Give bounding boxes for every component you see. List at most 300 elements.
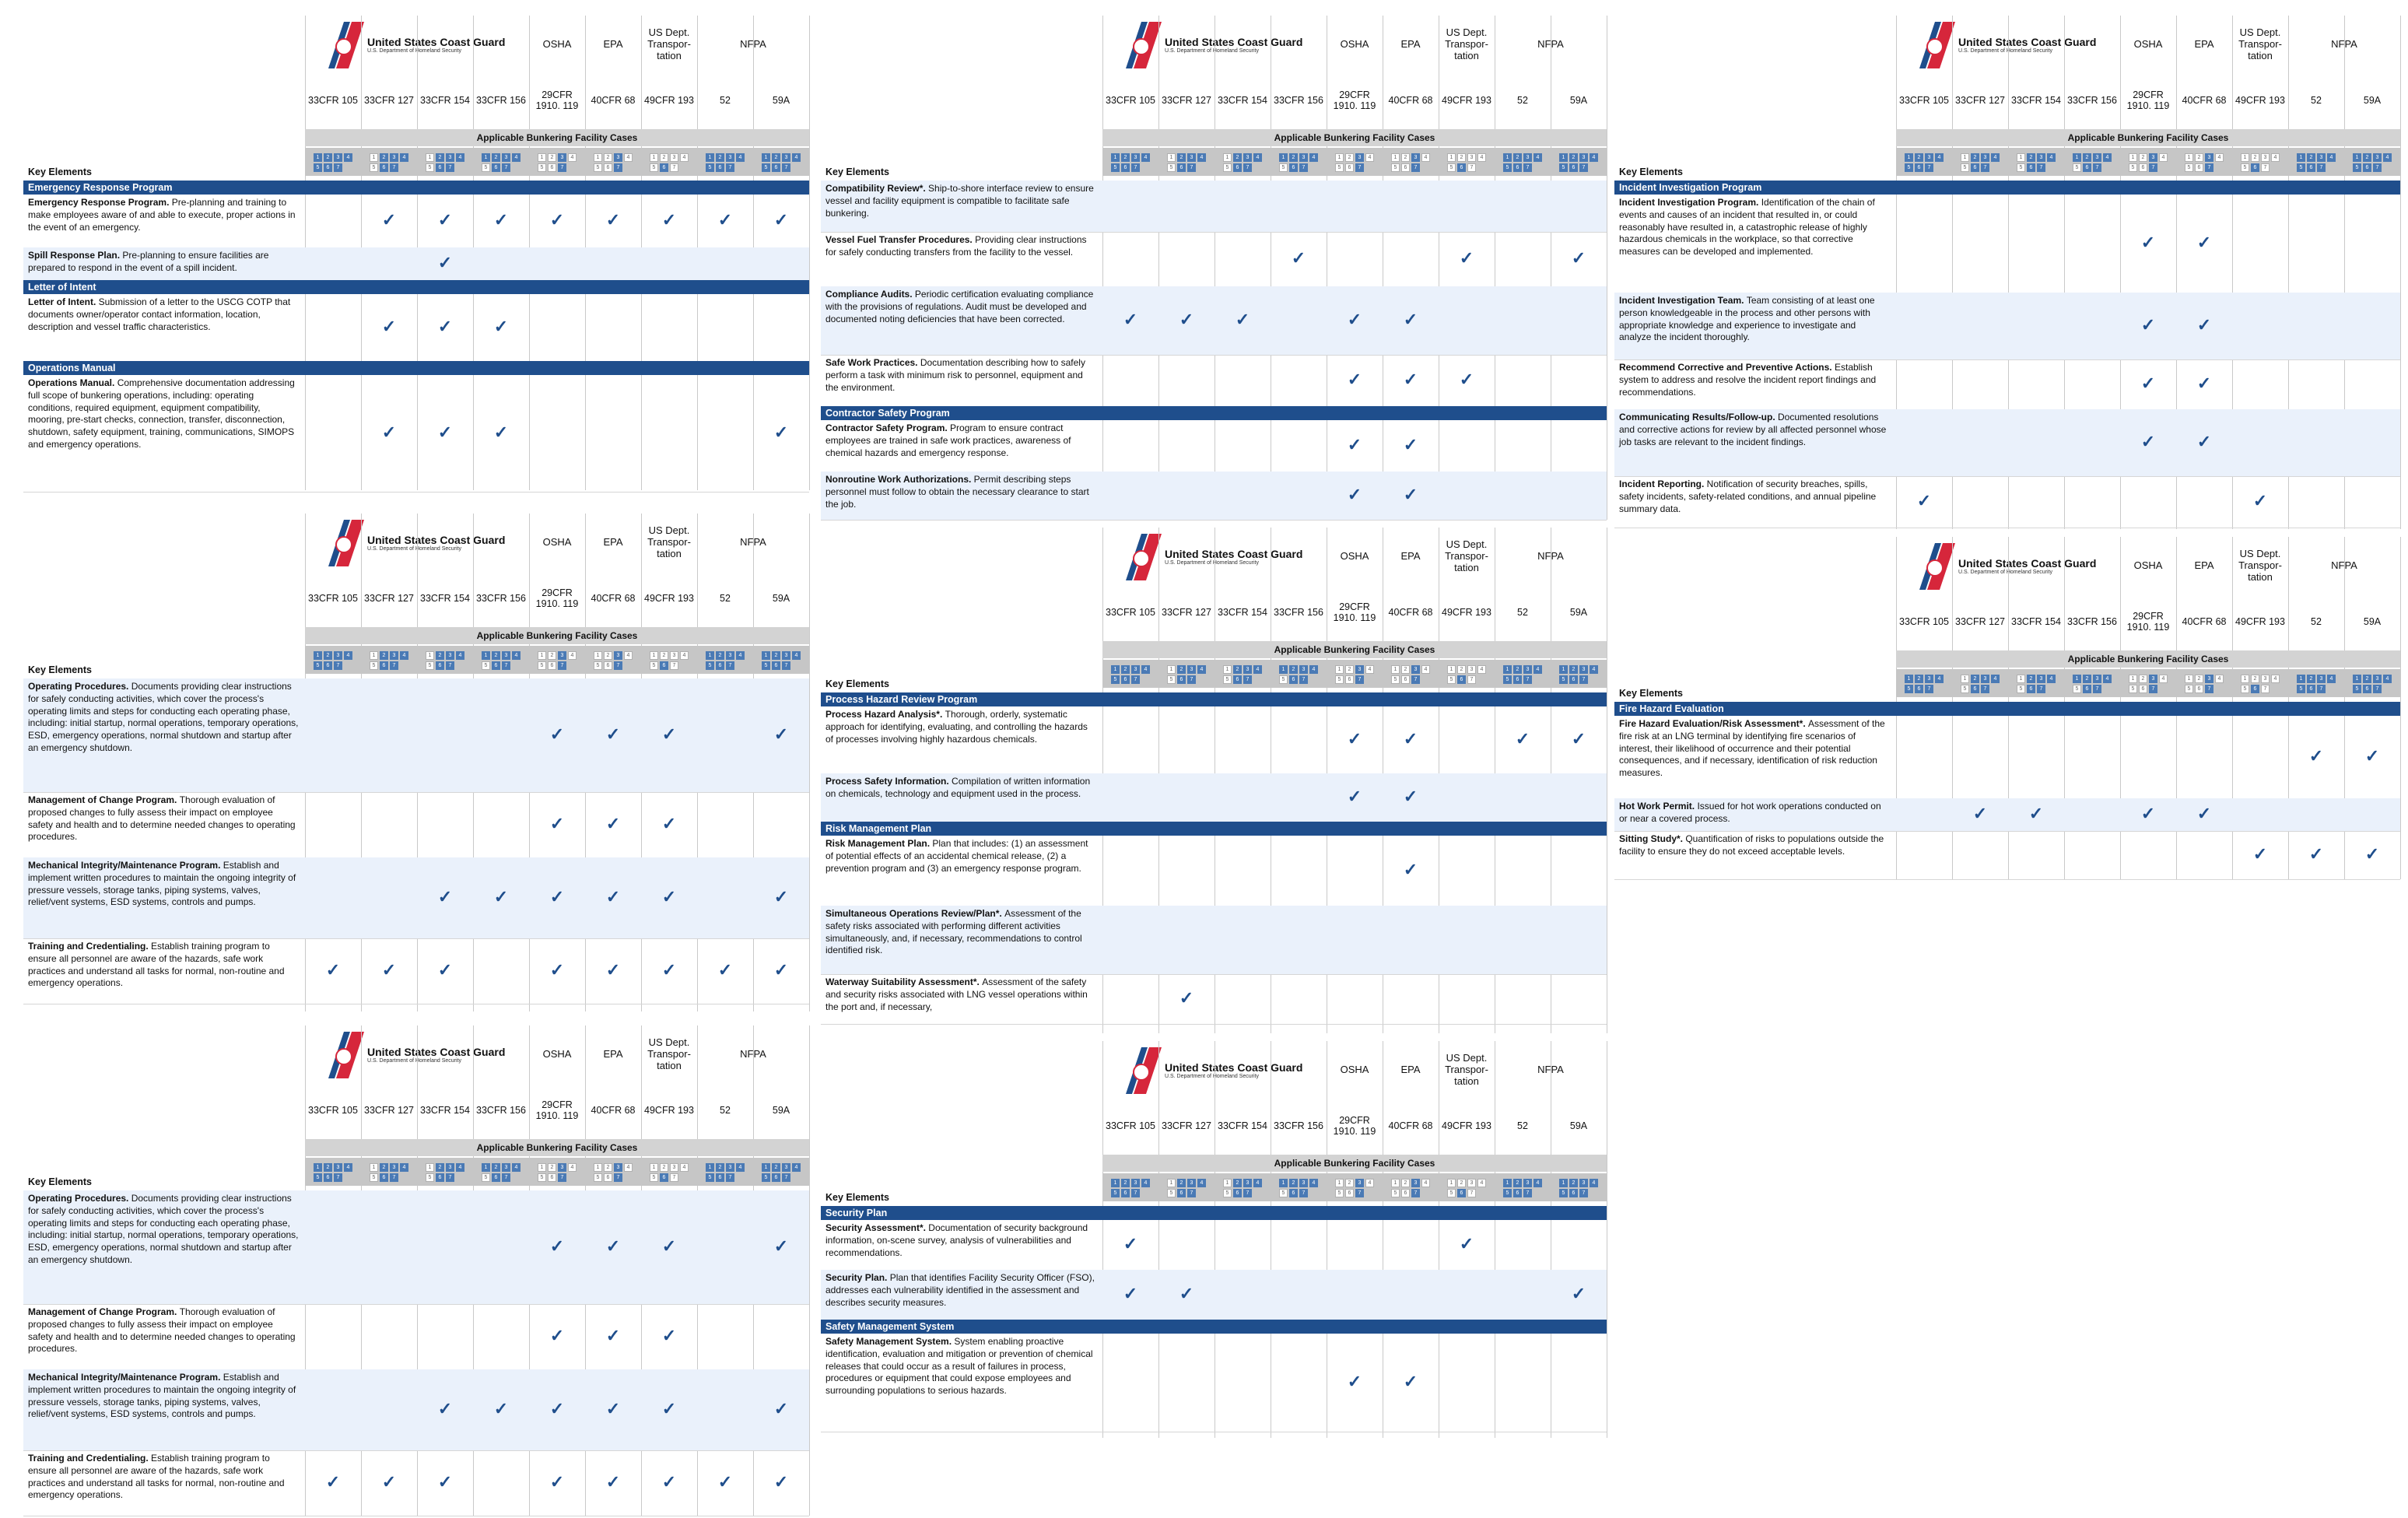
chip-row [1502, 675, 1546, 685]
case-chip: 3 [1981, 153, 1989, 162]
logo-title: United States Coast Guard [1165, 547, 1303, 560]
case-chip-group [1166, 153, 1210, 173]
chip-row [481, 1173, 524, 1183]
case-chip-group [2128, 674, 2171, 694]
chip-row [1502, 1188, 1546, 1198]
case-chip: 4 [624, 651, 633, 660]
case-chip: 4 [1991, 153, 2000, 162]
case-chip: 2 [436, 153, 444, 162]
case-chip: 7 [1243, 1189, 1252, 1197]
row-detail: Documented resolutions and corrective actions for review by all affected personnel whose job tasks are relevant to the incident findings. [1619, 412, 1887, 447]
checkmark-icon: ✓ [493, 210, 509, 230]
key-elements-label: Key Elements [825, 678, 889, 689]
case-chip: 3 [1187, 665, 1196, 674]
section-header: Contractor Safety Program [821, 406, 1607, 420]
case-chip: 3 [2093, 153, 2101, 162]
checkmark-icon: ✓ [1347, 729, 1362, 748]
applicable-cases-band: Applicable Bunkering Facility Cases [305, 1139, 809, 1156]
chip-row [1446, 1188, 1490, 1198]
logo-title: United States Coast Guard [1165, 35, 1303, 48]
regulation-code: 49CFR 193 [2235, 615, 2285, 627]
case-chip: 2 [1457, 665, 1466, 674]
case-chip: 6 [1915, 685, 1923, 693]
case-chip-group [1558, 1178, 1602, 1198]
case-chip: 1 [1223, 665, 1232, 674]
row-detail: System enabling proactive identification, evaluation and mitigation or prevention of chemical releases that could occur as a result of failures in process, procedures or equipment that could expose employees and surrounding populations to serious hazards. [825, 1336, 1093, 1397]
chip-row [537, 661, 580, 671]
case-chip: 2 [548, 153, 556, 162]
case-chip: 2 [1177, 665, 1186, 674]
chip-row [369, 650, 412, 661]
case-chip: 1 [1391, 153, 1400, 162]
case-chip: 4 [512, 1163, 521, 1172]
row-description [825, 422, 1096, 459]
chip-row [1166, 163, 1210, 173]
regulation-code: 33CFR 127 [364, 1104, 414, 1116]
chip-row [1960, 684, 2003, 694]
case-chip: 6 [2139, 685, 2147, 693]
row-title: Safety Management System. [825, 1336, 955, 1347]
case-chip: 1 [1335, 153, 1344, 162]
case-chip: 4 [1477, 1179, 1486, 1187]
case-chip: 1 [1111, 153, 1120, 162]
case-chip: 7 [1411, 163, 1420, 172]
section-header: Fire Hazard Evaluation [1614, 702, 2400, 716]
logo-subtitle: U.S. Department of Homeland Security [1165, 559, 1259, 566]
case-chip: 2 [1233, 1179, 1242, 1187]
case-chip: 7 [1187, 1189, 1196, 1197]
logo-title: United States Coast Guard [367, 1045, 506, 1058]
row-title: Vessel Fuel Transfer Procedures. [825, 234, 976, 245]
case-chip-group [1558, 664, 1602, 685]
case-chip: 3 [446, 153, 454, 162]
checkmark-icon: ✓ [1403, 370, 1418, 389]
case-chip: 2 [436, 1163, 444, 1172]
case-indicator-strip [1102, 148, 1607, 176]
case-chip: 5 [1335, 675, 1344, 684]
checkmark-icon: ✓ [1347, 310, 1362, 329]
case-chip: 6 [1513, 675, 1522, 684]
case-chip: 2 [1345, 1179, 1354, 1187]
case-chip: 1 [2297, 675, 2305, 683]
case-chip: 1 [706, 651, 714, 660]
case-chip: 6 [1513, 1189, 1522, 1197]
case-chip: 3 [1243, 665, 1252, 674]
chip-row [1558, 163, 1602, 173]
uscg-logo [1118, 534, 1336, 580]
agency-epa: EPA [1400, 549, 1421, 562]
checkmark-icon: ✓ [2140, 315, 2156, 335]
row-detail: Establish and implement written procedures to maintain the ongoing integrity of pressure vessels, storage tanks, piping systems, valves, relief/vent systems, ESD systems, controls and pumps. [28, 1372, 296, 1420]
case-chip: 3 [1187, 153, 1196, 162]
case-chip: 3 [558, 651, 566, 660]
regulation-code: 59A [772, 94, 790, 106]
case-chip-group [2016, 674, 2059, 694]
regulation-code: 40CFR 68 [591, 592, 636, 604]
checkmark-icon: ✓ [605, 1326, 621, 1345]
chip-row [1166, 675, 1210, 685]
table-row [821, 232, 1607, 287]
case-chip: 7 [334, 1173, 342, 1182]
case-chip: 7 [502, 661, 510, 670]
case-chip: 7 [1187, 675, 1196, 684]
logo-title: United States Coast Guard [367, 35, 506, 48]
case-chip: 6 [1401, 1189, 1410, 1197]
case-chip: 3 [446, 651, 454, 660]
logo-subtitle: U.S. Department of Homeland Security [367, 47, 461, 54]
case-chip: 4 [1253, 1179, 1262, 1187]
case-chip: 1 [1559, 1179, 1568, 1187]
checkmark-icon: ✓ [549, 960, 565, 980]
case-chip-group [1166, 1178, 1210, 1198]
agency-nfpa: NFPA [1537, 1063, 1564, 1075]
case-chip: 1 [2241, 675, 2249, 683]
chip-row [1166, 153, 1210, 163]
chip-row [1222, 163, 1266, 173]
table-row [1614, 359, 2400, 410]
case-chip: 4 [680, 153, 689, 162]
case-chip: 3 [1579, 153, 1588, 162]
chip-row [1334, 675, 1378, 685]
case-chip: 3 [614, 153, 622, 162]
case-chip: 7 [1299, 675, 1308, 684]
row-description [825, 474, 1096, 510]
case-chip: 4 [400, 153, 408, 162]
case-chip: 4 [2103, 153, 2112, 162]
case-chip: 5 [762, 1173, 770, 1182]
row-description [28, 296, 299, 333]
row-title: Waterway Suitability Assessment*. [825, 976, 983, 987]
case-chip: 7 [2149, 685, 2157, 693]
agency-osha: OSHA [2133, 559, 2163, 571]
section-header: Emergency Response Program [23, 181, 809, 195]
case-chip: 2 [324, 651, 332, 660]
case-chip: 3 [390, 153, 398, 162]
regulation-code: 33CFR 156 [1274, 94, 1323, 106]
row-title: Spill Response Plan. [28, 250, 123, 261]
case-chip: 2 [1401, 153, 1410, 162]
chip-row [2240, 674, 2284, 684]
case-chip: 2 [1569, 1179, 1578, 1187]
case-chip: 3 [726, 153, 734, 162]
case-chip: 3 [1355, 153, 1364, 162]
chip-row [1222, 1188, 1266, 1198]
key-elements-label: Key Elements [28, 1176, 92, 1187]
row-detail: Assessment of the safety and security risks associated with LNG vessel operations within the port and, if necessary, [825, 976, 1088, 1012]
case-chip: 5 [1447, 163, 1456, 172]
case-chip: 7 [1131, 675, 1140, 684]
regulation-code: 33CFR 156 [1274, 1120, 1323, 1131]
case-chip-group [1390, 664, 1434, 685]
case-chip: 7 [1355, 675, 1364, 684]
row-detail: Documents providing clear instructions for safely conducting activities, which cover the process's operating limits and steps for conducting each operating phase, including: initial startup, normal operations, temporary operations, ESD, emergency operations, normal shutdown and startup after an emergency shutdown. [28, 681, 299, 754]
row-description [28, 250, 299, 275]
case-chip: 1 [1335, 665, 1344, 674]
case-chip: 1 [2073, 675, 2081, 683]
row-title: Security Assessment*. [825, 1222, 929, 1233]
row-description [825, 357, 1096, 394]
case-chip: 2 [1233, 153, 1242, 162]
checkmark-icon: ✓ [1179, 310, 1194, 329]
case-chip: 1 [482, 651, 490, 660]
case-chip: 4 [2327, 675, 2336, 683]
row-description [1619, 412, 1890, 448]
row-detail: Comprehensive documentation addressing full scope of bunkering operations, including: operating conditions, required equipment, equipment compatibility, mooring, pre-start checks, connection, transfer, disconnection, shutdown, safety equipment, training, communications, SIMOPS and emergency operations. [28, 377, 295, 450]
case-chip: 4 [680, 651, 689, 660]
agency-dot: US Dept. Transpor-tation [647, 26, 691, 61]
chip-row [593, 661, 636, 671]
chip-row [2128, 153, 2171, 163]
chip-row [2128, 674, 2171, 684]
chip-row [593, 1162, 636, 1173]
table-row [23, 1369, 809, 1451]
case-chip: 4 [344, 153, 352, 162]
case-chip: 7 [670, 163, 678, 172]
case-chip: 2 [772, 153, 780, 162]
checkmark-icon: ✓ [437, 887, 453, 906]
case-chip: 5 [1111, 163, 1120, 172]
chip-row [2128, 163, 2171, 173]
row-title: Recommend Corrective and Preventive Actions. [1619, 362, 1835, 373]
checkmark-icon: ✓ [773, 960, 789, 980]
chip-row [313, 650, 356, 661]
regulation-code: 49CFR 193 [1442, 1120, 1491, 1131]
case-indicator-strip [1102, 660, 1607, 688]
case-chip: 7 [2037, 685, 2045, 693]
checkmark-icon: ✓ [661, 1326, 677, 1345]
logo-title: United States Coast Guard [367, 533, 506, 546]
case-chip: 6 [2027, 163, 2035, 172]
checkmark-icon: ✓ [1403, 310, 1418, 329]
regulation-code: 29CFR 1910. 119 [1333, 89, 1376, 111]
case-chip: 2 [436, 651, 444, 660]
case-chip: 1 [370, 651, 378, 660]
case-chip-group [1502, 1178, 1546, 1198]
case-chip: 1 [1167, 153, 1176, 162]
checkmark-icon: ✓ [2196, 233, 2212, 252]
agency-epa: EPA [1400, 1063, 1421, 1075]
checkmark-icon: ✓ [549, 887, 565, 906]
case-chip: 6 [380, 163, 388, 172]
case-chip: 6 [1457, 1189, 1466, 1197]
regulation-code: 33CFR 105 [308, 94, 358, 106]
regulation-code: 33CFR 105 [1899, 615, 1949, 627]
case-chip: 7 [2261, 685, 2270, 693]
agency-epa: EPA [2194, 37, 2214, 50]
regulation-code: 33CFR 154 [420, 592, 470, 604]
chip-row [1278, 1188, 1322, 1198]
case-chip: 5 [482, 1173, 490, 1182]
checkmark-icon: ✓ [1403, 435, 1418, 454]
checkmark-icon: ✓ [1403, 787, 1418, 806]
agency-epa: EPA [603, 1047, 623, 1060]
regulation-code: 52 [2311, 615, 2322, 627]
case-chip: 4 [2103, 675, 2112, 683]
chip-row [761, 163, 804, 173]
regulation-code: 33CFR 154 [2011, 94, 2061, 106]
case-chip: 2 [2307, 675, 2315, 683]
case-chip: 4 [1253, 665, 1262, 674]
case-chip: 3 [558, 1163, 566, 1172]
table-row [1614, 716, 2400, 799]
case-chip: 6 [1177, 675, 1186, 684]
chip-row [425, 650, 468, 661]
case-chip-group [537, 153, 580, 173]
table-row [23, 247, 809, 281]
logo-text [367, 535, 505, 552]
case-chip: 1 [426, 153, 434, 162]
case-chip: 7 [1925, 685, 1933, 693]
checkmark-icon: ✓ [773, 422, 789, 442]
case-chip: 4 [456, 153, 464, 162]
case-chip: 4 [512, 153, 521, 162]
row-title: Operations Manual. [28, 377, 117, 388]
checkmark-icon: ✓ [2252, 844, 2268, 864]
table-panel [821, 528, 1607, 1033]
case-chip: 7 [1467, 675, 1476, 684]
case-chip-group [1502, 664, 1546, 685]
case-chip-group [1446, 153, 1490, 173]
case-chip: 4 [512, 651, 521, 660]
key-elements-label: Key Elements [1619, 688, 1683, 699]
chip-row [1904, 684, 1947, 694]
case-chip: 6 [716, 163, 724, 172]
case-chip-group [1390, 1178, 1434, 1198]
chip-row [1558, 664, 1602, 675]
case-chip: 6 [2307, 685, 2315, 693]
case-chip: 1 [1905, 153, 1913, 162]
table-row [821, 181, 1607, 233]
regulation-code: 33CFR 154 [420, 94, 470, 106]
case-chip: 5 [650, 163, 658, 172]
row-detail: Quantification of risks to populations outside the facility to ensure they do not exceed acceptable levels. [1619, 833, 1884, 857]
case-chip: 2 [660, 651, 668, 660]
checkmark-icon: ✓ [437, 1399, 453, 1418]
chip-row [2072, 684, 2115, 694]
agency-nfpa: NFPA [2331, 559, 2357, 571]
case-chip: 1 [1559, 665, 1568, 674]
case-chip: 3 [1299, 153, 1308, 162]
case-chip: 3 [614, 651, 622, 660]
case-chip: 3 [2317, 153, 2326, 162]
case-chip: 6 [2307, 163, 2315, 172]
row-description [28, 941, 299, 990]
checkmark-icon: ✓ [661, 1236, 677, 1256]
chip-row [649, 650, 692, 661]
regulation-code: 59A [2363, 94, 2382, 106]
case-chip: 7 [1579, 1189, 1588, 1197]
case-chip: 2 [1457, 153, 1466, 162]
case-chip: 1 [2297, 153, 2305, 162]
logo-title: United States Coast Guard [1958, 35, 2097, 48]
applicable-cases-band: Applicable Bunkering Facility Cases [1102, 129, 1607, 146]
case-chip: 6 [380, 661, 388, 670]
case-chip: 3 [1523, 1179, 1532, 1187]
case-chip: 1 [650, 153, 658, 162]
row-title: Contractor Safety Program. [825, 422, 951, 433]
case-chip-group [1960, 153, 2003, 173]
column-divider [809, 1025, 810, 1516]
case-chip: 6 [604, 661, 612, 670]
case-chip: 6 [548, 1173, 556, 1182]
row-title: Sitting Study*. [1619, 833, 1686, 844]
case-chip: 2 [772, 1163, 780, 1172]
case-chip: 2 [716, 153, 724, 162]
case-chip: 5 [762, 163, 770, 172]
case-chip: 3 [2149, 153, 2157, 162]
case-chip: 7 [390, 661, 398, 670]
case-chip: 3 [334, 651, 342, 660]
row-title: Safe Work Practices. [825, 357, 920, 368]
chip-row [1334, 1188, 1378, 1198]
table-row [821, 420, 1607, 472]
section-header: Risk Management Plan [821, 822, 1607, 836]
chip-row [593, 163, 636, 173]
table-row [23, 1190, 809, 1305]
case-chip: 5 [1223, 675, 1232, 684]
case-chip: 6 [2363, 685, 2371, 693]
case-chip: 4 [736, 1163, 745, 1172]
case-chip: 3 [1187, 1179, 1196, 1187]
checkmark-icon: ✓ [549, 814, 565, 833]
case-chip: 5 [2297, 163, 2305, 172]
case-chip: 4 [1309, 665, 1318, 674]
regulation-code: 29CFR 1910. 119 [2126, 610, 2170, 633]
case-chip: 1 [1167, 1179, 1176, 1187]
agency-nfpa: NFPA [1537, 549, 1564, 562]
case-chip: 5 [314, 163, 322, 172]
case-chip: 3 [2093, 675, 2101, 683]
case-chip: 5 [370, 661, 378, 670]
chip-row [1390, 1178, 1434, 1188]
case-chip-group [481, 153, 524, 173]
checkmark-icon: ✓ [1347, 485, 1362, 504]
row-title: Emergency Response Program. [28, 197, 172, 208]
checkmark-icon: ✓ [549, 1472, 565, 1492]
row-detail: Pre-planning to ensure facilities are prepared to respond in the event of a spill incident. [28, 250, 269, 273]
case-chip: 1 [482, 1163, 490, 1172]
case-chip: 5 [706, 1173, 714, 1182]
chip-row [1334, 1178, 1378, 1188]
checkmark-icon: ✓ [1403, 860, 1418, 879]
chip-row [2184, 163, 2227, 173]
case-chip: 2 [2083, 153, 2091, 162]
case-chip: 5 [1559, 1189, 1568, 1197]
logo-text [1165, 37, 1302, 54]
logo-text [367, 37, 505, 54]
case-chip-group [1904, 674, 1947, 694]
case-chip: 4 [1253, 153, 1262, 162]
case-chip: 1 [482, 153, 490, 162]
case-chip: 3 [670, 1163, 678, 1172]
checkmark-icon: ✓ [605, 724, 621, 744]
case-chip: 3 [2205, 675, 2213, 683]
chip-row [1960, 674, 2003, 684]
case-chip: 7 [1523, 675, 1532, 684]
chip-row [2240, 153, 2284, 163]
case-chip: 7 [1299, 1189, 1308, 1197]
case-chip: 6 [1971, 685, 1979, 693]
agency-osha: OSHA [542, 37, 572, 50]
case-chip: 4 [1197, 1179, 1206, 1187]
chip-row [537, 153, 580, 163]
logo-subtitle: U.S. Department of Homeland Security [1165, 1073, 1259, 1079]
case-chip: 3 [446, 1163, 454, 1172]
case-chip: 1 [2129, 153, 2137, 162]
case-chip: 3 [1411, 1179, 1420, 1187]
key-elements-label: Key Elements [825, 1192, 889, 1203]
table-panel [1614, 16, 2400, 529]
